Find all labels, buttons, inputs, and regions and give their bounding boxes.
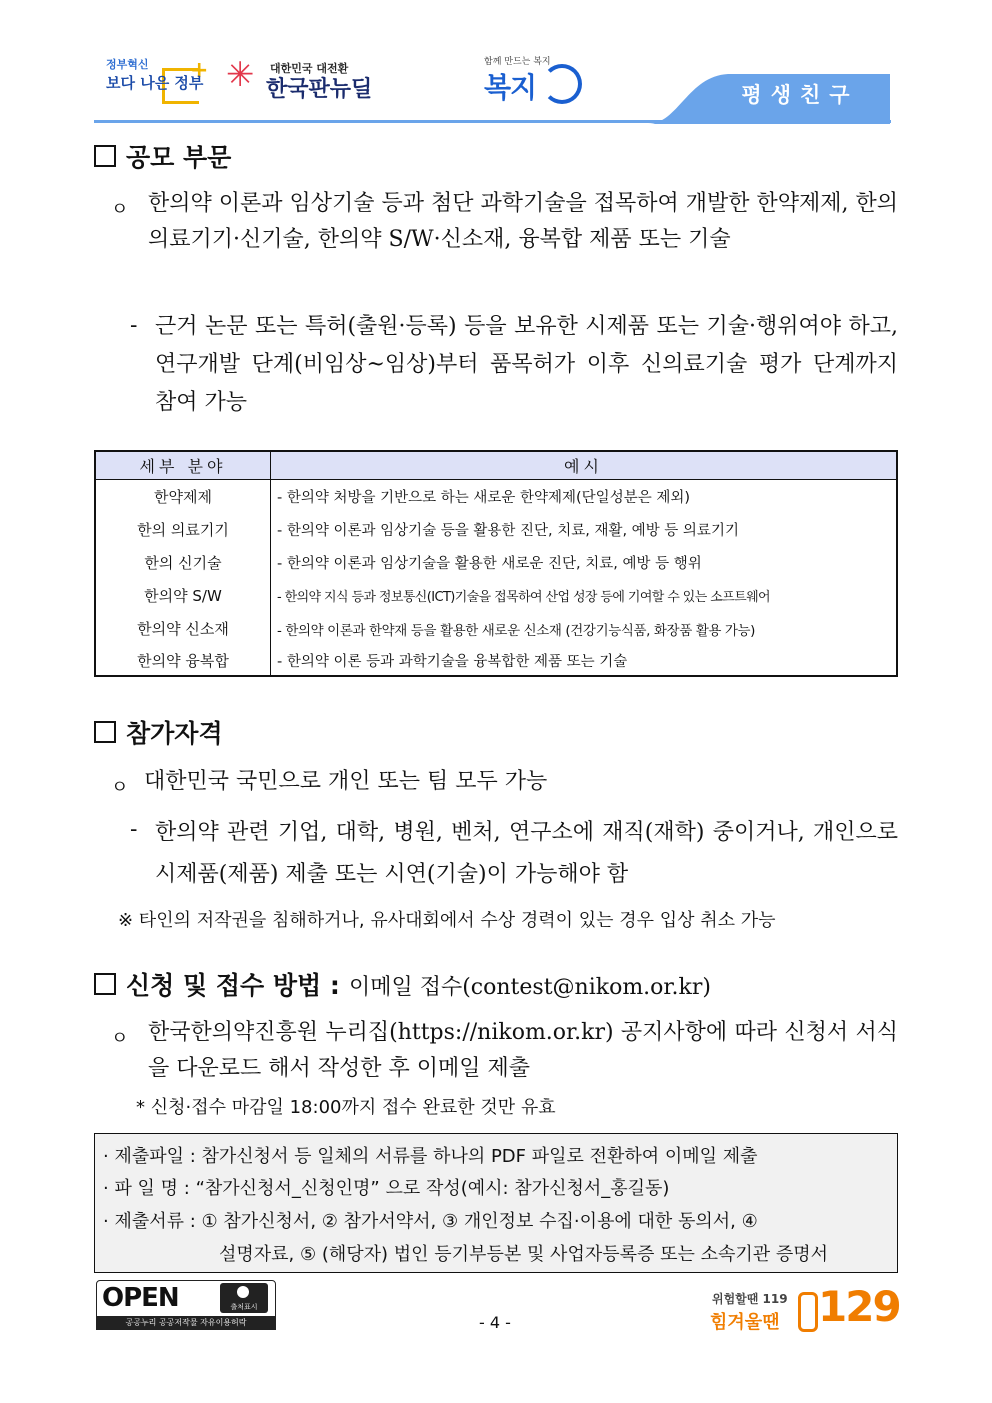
category-requirement: 근거 논문 또는 특허(출원·등록) 등을 보유한 시제품 또는 기술·행위여야 하고, 연구개발 단계(비임상~임상)부터 품목허가 이후 신의료기술 평가 단계까지 참여 가능 (155, 314, 898, 415)
category-table (94, 450, 898, 677)
category-description: 한의약 이론과 임상기술 등과 첨단 과학기술을 접목하여 개발한 한약제제, 한의 의료기기·신기술, 한의약 S/W·신소재, 융복합 제품 또는 기술 (148, 191, 898, 252)
section-title-application: 신청 및 접수 방법 : 이메일 접수(contest@nikom.or.kr) (94, 966, 711, 1002)
bullet-marker: ㅇ (111, 199, 129, 220)
table-row: 한약제제 - 한의약 처방을 기반으로 하는 새로운 한약제제(단일성분은 제외) (95, 480, 897, 514)
government-innovation-logo: 정부혁신 + 보다 나은 정부 (104, 54, 214, 110)
welfare-logo: 함께 만드는 복지 복지 (478, 54, 578, 106)
submission-info-box: · 제출파일 : 참가신청서 등 일체의 서류를 하나의 PDF 파일로 전환하여 이메일 제출 · 파 일 명 : “참가신청서_신청인명” 으로 작성(예시: 참가신청서_홍길동) · 제출서류 : ① 참가신청서, ② 참가서약서, ③ 개인정보 수집·이용에 대한 동의서, ④ 설명자료, ⑤ (해당자) 법인 등기부등본 및 사업자등록증 또는 소속기관 증명서 (94, 1133, 898, 1273)
checkbox-square-icon (94, 973, 116, 995)
attribution-icon: 출처표시 (220, 1283, 268, 1313)
section-title-category: 공모 부문 (94, 138, 231, 174)
checkbox-square-icon (94, 145, 116, 167)
plus-icon: + (190, 58, 209, 83)
bullet-marker: ㅇ (111, 1028, 129, 1049)
table-header-field: 세부 분야 (95, 451, 271, 480)
korean-new-deal-logo: ✳ 대한민국 대전환 한국판뉴딜 (226, 55, 373, 102)
dash-marker: - (130, 313, 138, 338)
eligibility-note: ※ 타인의 저작권을 침해하거나, 유사대회에서 수상 경력이 있는 경우 입상 취소 가능 (118, 910, 776, 931)
table-header-row (95, 451, 897, 480)
table-header-example: 예시 (271, 451, 898, 480)
eligibility-description: 대한민국 국민으로 개인 또는 팀 모두 가능 (144, 769, 548, 794)
table-row: 한의 의료기기 - 한의약 이론과 임상기술 등을 활용한 진단, 치료, 재활, 예방 등 의료기기 (95, 513, 897, 546)
hotline-129-logo: 위험할땐 119 힘겨울땐 129 (710, 1282, 900, 1333)
application-description: 한국한의약진흥원 누리집(https://nikom.or.kr) 공지사항에 따라 신청서 서식을 다운로드 해서 작성한 후 이메일 제출 (148, 1020, 898, 1081)
checkbox-square-icon (94, 721, 116, 743)
table-row: 한의 신기술 - 한의약 이론과 임상기술을 활용한 새로운 진단, 치료, 예방 등 행위 (95, 546, 897, 579)
section-title-eligibility: 참가자격 (94, 714, 223, 750)
dash-marker: - (130, 817, 138, 842)
table-row: 한의약 신소재 - 한의약 이론과 한약재 등을 활용한 새로운 신소재 (건강기능식품, 화장품 활용 가능) (95, 612, 897, 645)
phone-icon (798, 1292, 818, 1332)
table-row: 한의약 융복합 - 한의약 이론 등과 과학기술을 융복합한 제품 또는 기술 (95, 645, 897, 676)
application-email: 이메일 접수(contest@nikom.or.kr) (348, 975, 711, 1000)
spark-icon: ✳ (226, 55, 255, 95)
bullet-marker: ㅇ (111, 777, 129, 798)
page-number: - 4 - (479, 1313, 511, 1332)
table-row: 한의약 S/W - 한의약 지식 등과 정보통신(ICT)기술을 접목하여 산업 성장 등에 기여할 수 있는 소프트웨어 (95, 579, 897, 612)
ring-icon (542, 64, 582, 104)
header-divider (94, 120, 891, 123)
eligibility-requirement: 한의약 관련 기업, 대학, 병원, 벤처, 연구소에 재직(재학) 중이거나, 개인으로 시제품(제품) 제출 또는 시연(기술)이 가능해야 함 (155, 820, 898, 887)
header-tab-label: 평생친구 (741, 83, 859, 107)
open-license-logo: OPEN 출처표시 공공누리 공공저작물 자유이용허락 (96, 1280, 276, 1330)
deadline-note: * 신청·접수 마감일 18:00까지 접수 완료한 것만 유효 (136, 1097, 556, 1118)
